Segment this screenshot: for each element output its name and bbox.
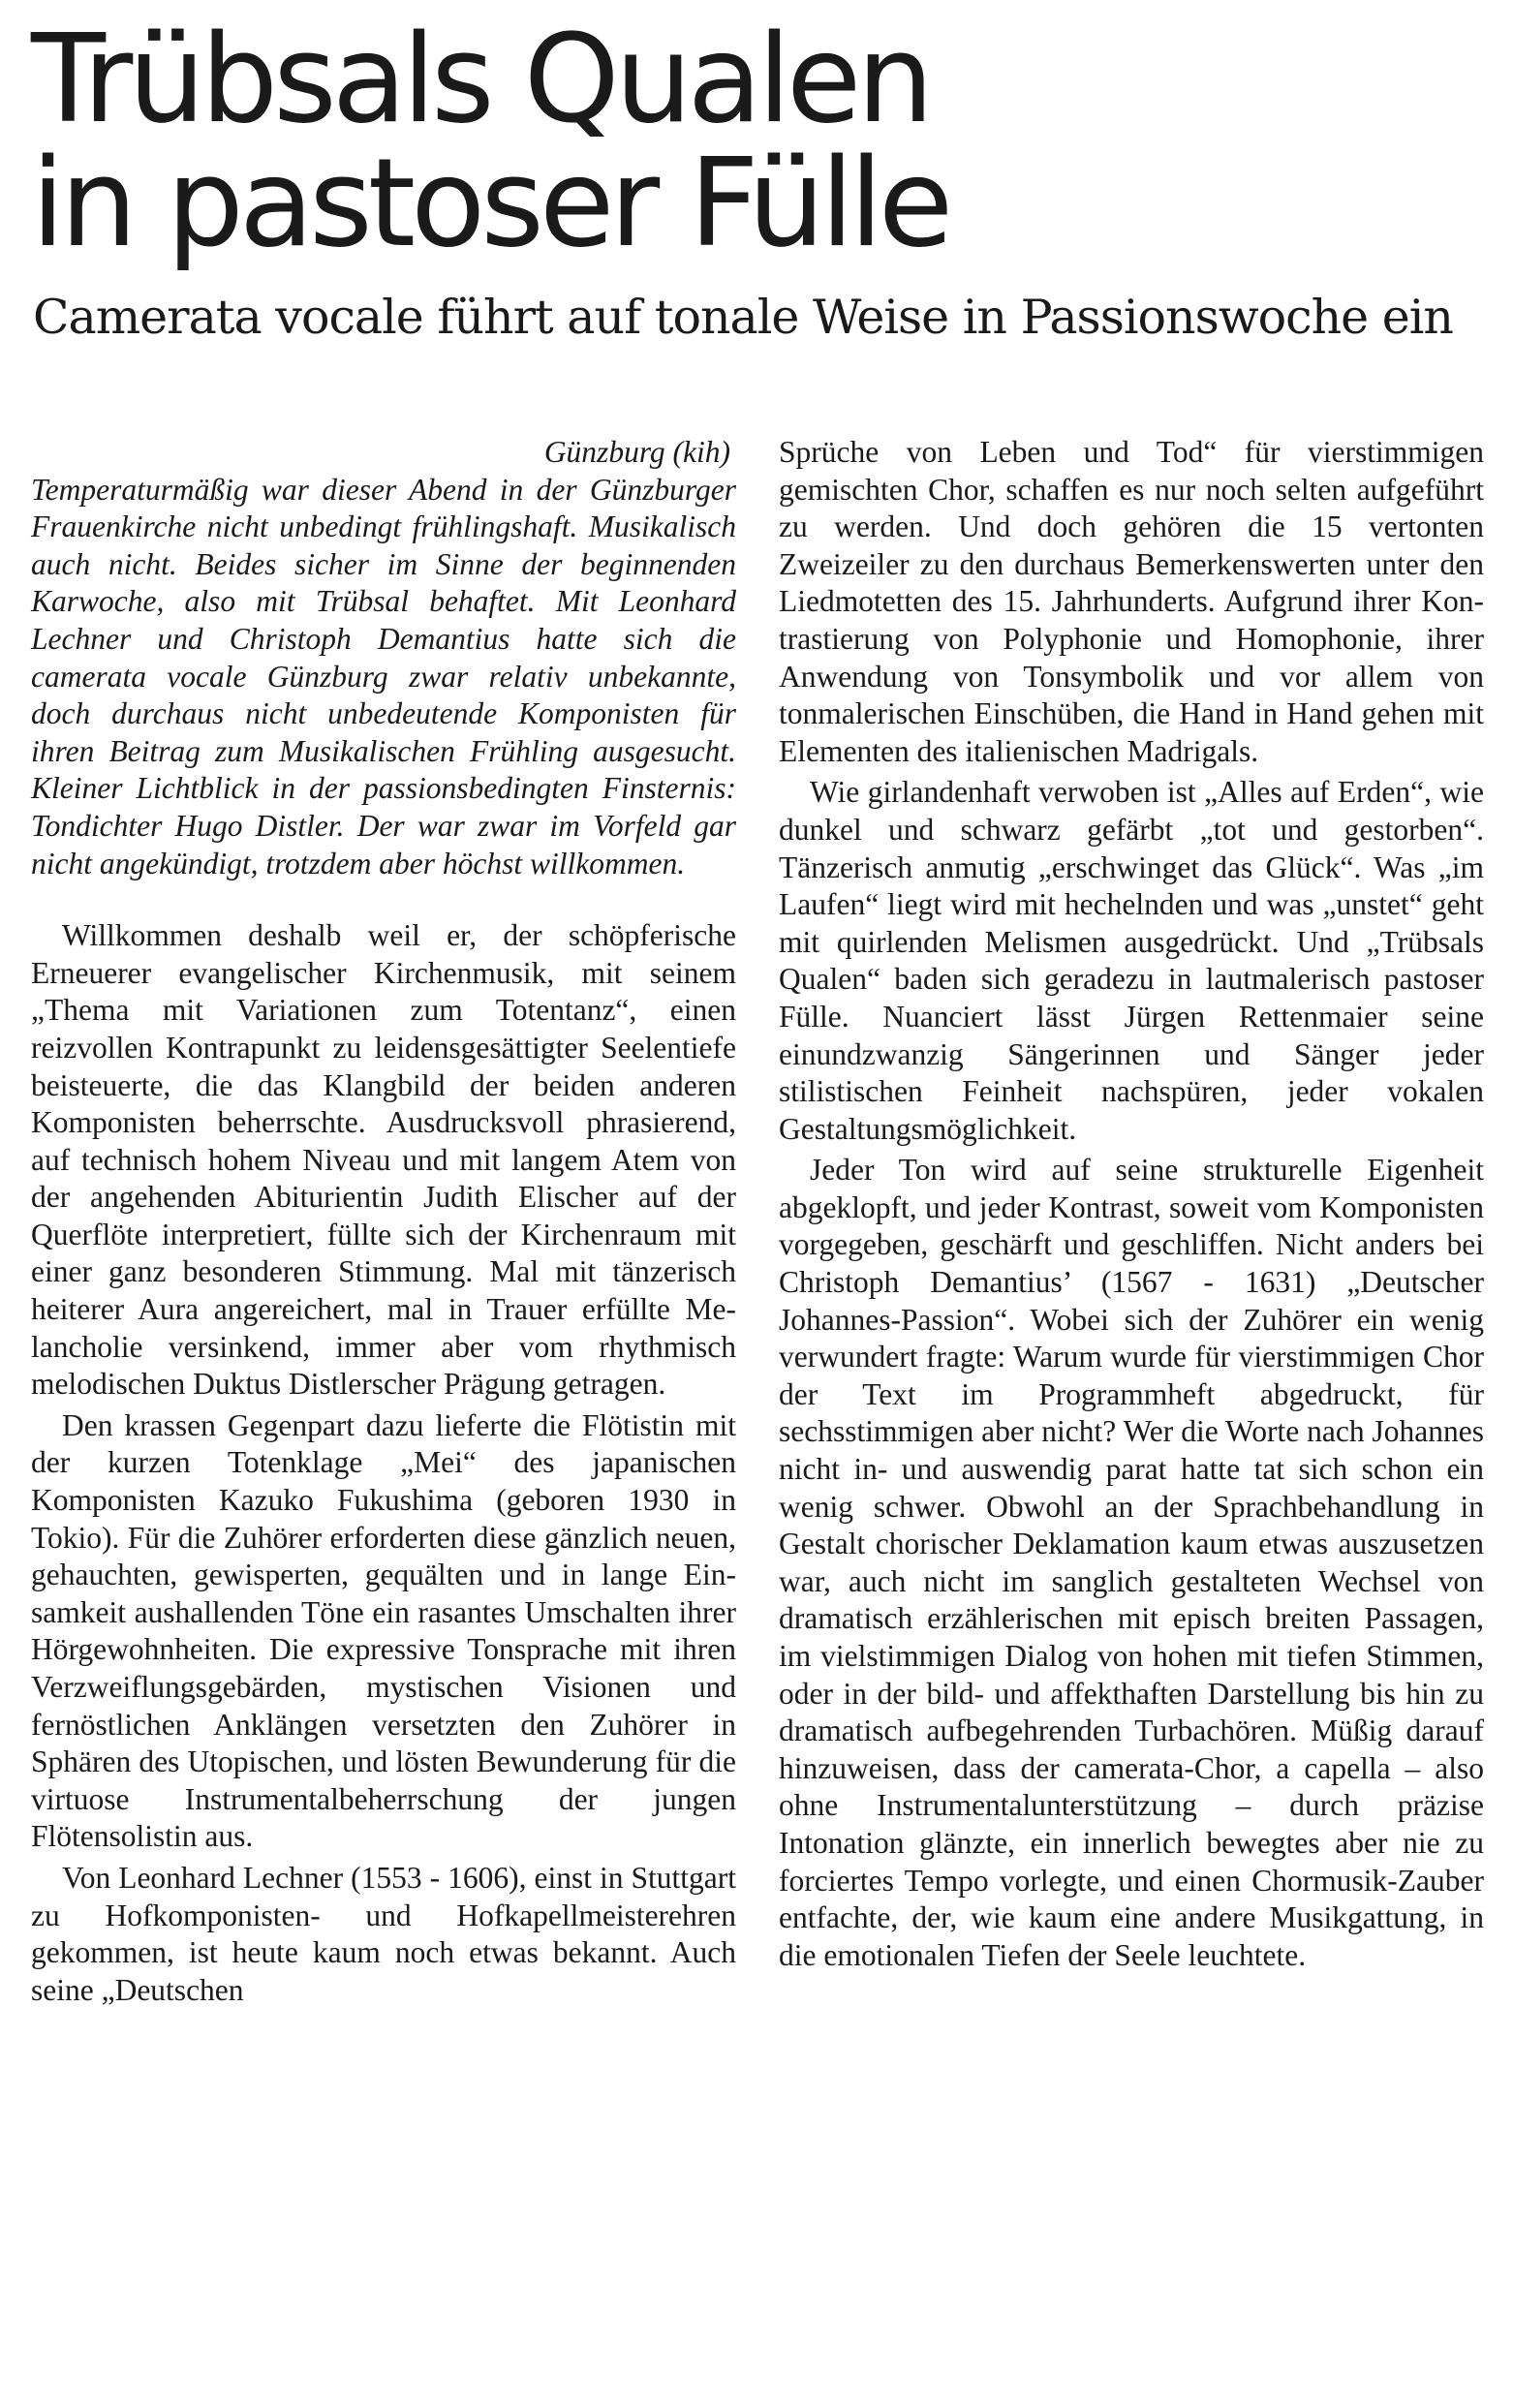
headline-line-2: in pastoser Fülle — [31, 132, 949, 274]
paragraph-continued: Sprüche von Leben und Tod“ für vierstimmigen gemischten Chor, schaffen es nur noch selten aufgeführt zu werden. Und doch gehören die 15 vertonten Zweizeiler zu den durchaus Bemerkenswerten unter den Liedmotetten des 15. Jahrhunderts. Aufgrund ihrer Kontrastierung von Polyphonie und Homophonie, ihrer Anwendung von Tonsymbolik und vor allem von tonmalerischen Einschüben, die Hand in Hand gehen mit Elementen des italienischen Madrigals. — [779, 435, 1484, 768]
paragraph: Von Leonhard Lechner (1553 - 1606), einst in Stuttgart zu Hofkomponisten- und Hofkapellmeisterehren gekommen, ist heute kaum noch etwas bekannt. Auch seine „Deutschen — [31, 1860, 736, 2007]
column-left — [31, 434, 736, 2009]
headline — [31, 8, 1486, 274]
paragraph: Willkommen deshalb weil er, der schöpferische Erneuerer evangelischer Kirchenmusik, mit seinem „Thema mit Variationen zum Totentanz“, einen reizvollen Kontrapunkt zu leidensgesättigter Seelentiefe beisteuerte, die das Klangbild der beiden anderen Komponisten beherrschte. Ausdrucksvoll phrasierend, auf technisch hohem Niveau und mit langem Atem von der angehenden Abiturientin Judith Elischer auf der Querflöte interpretiert, füllte sich der Kirchenraum mit einer ganz besonderen Stimmung. Mal mit tänzerisch heiterer Aura angereichert, mal in Trauer erfüllte Melancholie versinkend, immer aber vom rhythmisch melodischen Duktus Distlerscher Prägung getragen. — [31, 918, 736, 1402]
column-right — [779, 434, 1484, 2009]
intro-paragraph: Temperaturmäßig war dieser Abend in der Günzburger Frauenkirche nicht unbedingt frühlingshaft. Musikalisch auch nicht. Beides sicher im Sinne der beginnenden Karwoche, also mit Trübsal behaftet. Mit Leonhard Lechner und Christoph Demantius hatte sich die camerata vocale Günzburg zwar relativ unbekannte, doch durchaus nicht unbedeutende Komponisten für ihren Beitrag zum Musikalischen Frühling ausgesucht. Kleiner Lichtblick in der passionsbedingten Finsternis: Tondichter Hugo Distler. Der war zwar im Vorfeld gar nicht angekündigt, trotzdem aber höchst willkommen. — [31, 472, 736, 880]
paragraph: Jeder Ton wird auf seine strukturelle Eigenheit abgeklopft, und jeder Kontrast, soweit vom Komponisten vorgegeben, geschärft und geschliffen. Nicht anders bei Christoph Demantius’ (1567 - 1631) „Deutscher Johannes-Passion“. Wobei sich der Zuhörer ein wenig verwundert fragte: Warum wurde für vierstimmigen Chor der Text im Programmheft abgedruckt, für sechsstimmigen aber nicht? Wer die Worte nach Johannes nicht in- und auswendig parat hatte tat sich schon ein wenig schwer. Obwohl an der Sprachbehandlung in Gestalt chorischer Deklamation kaum etwas auszusetzen war, auch nicht im sanglich gestalteten Wechsel von dramatisch erzählerischen mit episch breiten Passagen, im vielstimmigen Dialog von hohen mit tiefen Stimmen, oder in der bild- und affekthaften Darstellung bis hin zu dramatisch aufbegehrenden Turbachören. Müßig darauf hinzuweisen, dass der camerata-Chor, a capella – also ohne Instrumentalunterstützung – durch präzise Intonation glänzte, ein innerlich bewegtes aber nie zu forciertes Tempo vorlegte, und einen Chormusik-Zauber entfachte, der, wie kaum eine andere Musikgattung, in die emotionalen Tiefen der Seele leuchtete. — [779, 1153, 1484, 1972]
dateline: Günzburg (kih) — [543, 435, 730, 469]
headline-line-1: Trübsals Qualen — [31, 8, 930, 150]
subheadline: Camerata vocale führt auf tonale Weise in Passionswoche ein — [33, 290, 1453, 345]
paragraph: Wie girlandenhaft verwoben ist „Alles auf Erden“, wie dunkel und schwarz gefärbt „tot und gestorben“. Tänzerisch anmutig „erschwinget das Glück“. Was „im Laufen“ liegt wird mit hechelnden und was „unstet“ geht mit quirlenden Melismen ausgedrückt. Und „Trübsals Qualen“ baden sich geradezu in lautmalerisch pastoser Fülle. Nuanciert lässt Jürgen Rettenmaier seine einundzwanzig Sängerinnen und Sänger jeder stilistischen Feinheit nachspüren, jeder vokalen Gestaltungsmöglichkeit. — [779, 775, 1484, 1146]
article-body — [31, 434, 1484, 2009]
intro-block — [31, 434, 736, 882]
paragraph: Den krassen Gegenpart dazu lieferte die Flötistin mit der kurzen Totenklage „Mei“ des japanischen Komponisten Kazuko Fukushima (geboren 1930 in Tokio). Für die Zuhörer erforderten diese gänzlich neuen, gehauchten, gewisperten, gequälten und in lange Einsamkeit aushallenden Töne ein rasantes Umschalten ihrer Hörgewohnheiten. Die expressive Tonsprache mit ihren Verzweiflungsgebärden, mystischen Visionen und fernöstlichen Anklängen versetzten den Zuhörer in Sphären des Utopischen, und lösten Bewunderung für die virtuose Instrumentalbeherrschung der jungen Flötensolistin aus. — [31, 1407, 736, 1854]
